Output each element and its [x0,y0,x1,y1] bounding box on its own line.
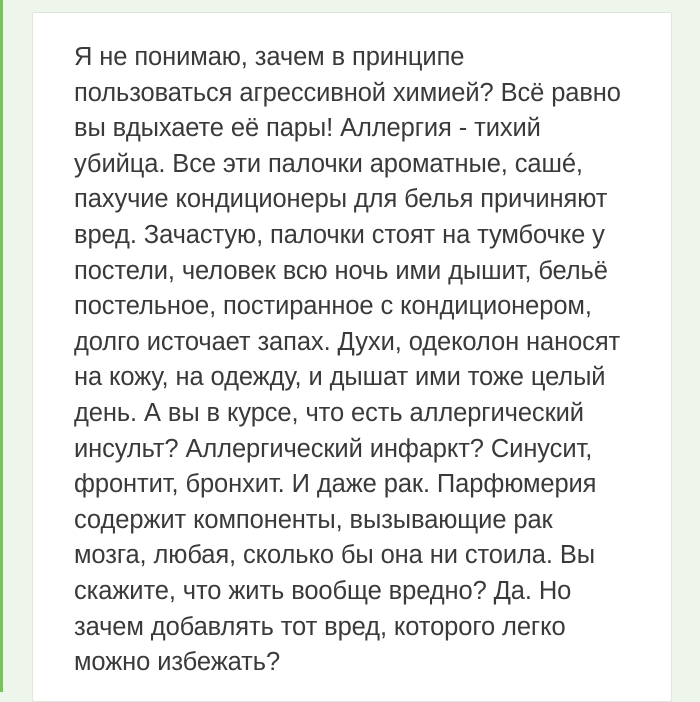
comment-line: можно избежать? [74,648,281,677]
comment-line: Я не понимаю, зачем в принципе [74,43,465,71]
comment-line: день. А вы в курсе, что есть аллергический [74,398,584,427]
comment-line: вред. Зачастую, палочки стоят на тумбочке у [74,220,605,249]
comment-line: скажите, что жить вообще вредно? Да. Но [74,576,572,605]
comment-text [74,40,649,681]
comment-line: пахучие кондиционеры для белья причиняют [74,185,608,214]
comment-line: инсульт? Аллергический инфаркт? Синусит, [74,434,593,463]
comment-line: зачем добавлять тот вред, которого легко [74,612,566,641]
comment-line: фронтит, бронхит. И даже рак. Парфюмерия [74,470,597,499]
comment-line: пользоваться агрессивной химией? Всё равно [74,78,621,107]
comment-line: мозга, любая, сколько бы она ни стоила. Вы [74,541,595,570]
comment-line: вы вдыхаете её пары! Аллергия - тихий [74,114,541,143]
comment-line: на кожу, на одежду, и дышат ими тоже целый [74,363,606,392]
comment-line: постели, человек всю ночь ими дышит, бельё [74,256,608,285]
thread-indicator-strip [0,0,3,692]
comment-line: убийца. Все эти палочки ароматные, сашé, [74,149,583,178]
comment-line: долго источает запах. Духи, одеколон наносят [74,327,621,356]
comment-line: постельное, постиранное с кондиционером, [74,292,592,321]
comment-line: содержит компоненты, вызывающие рак [74,505,553,534]
